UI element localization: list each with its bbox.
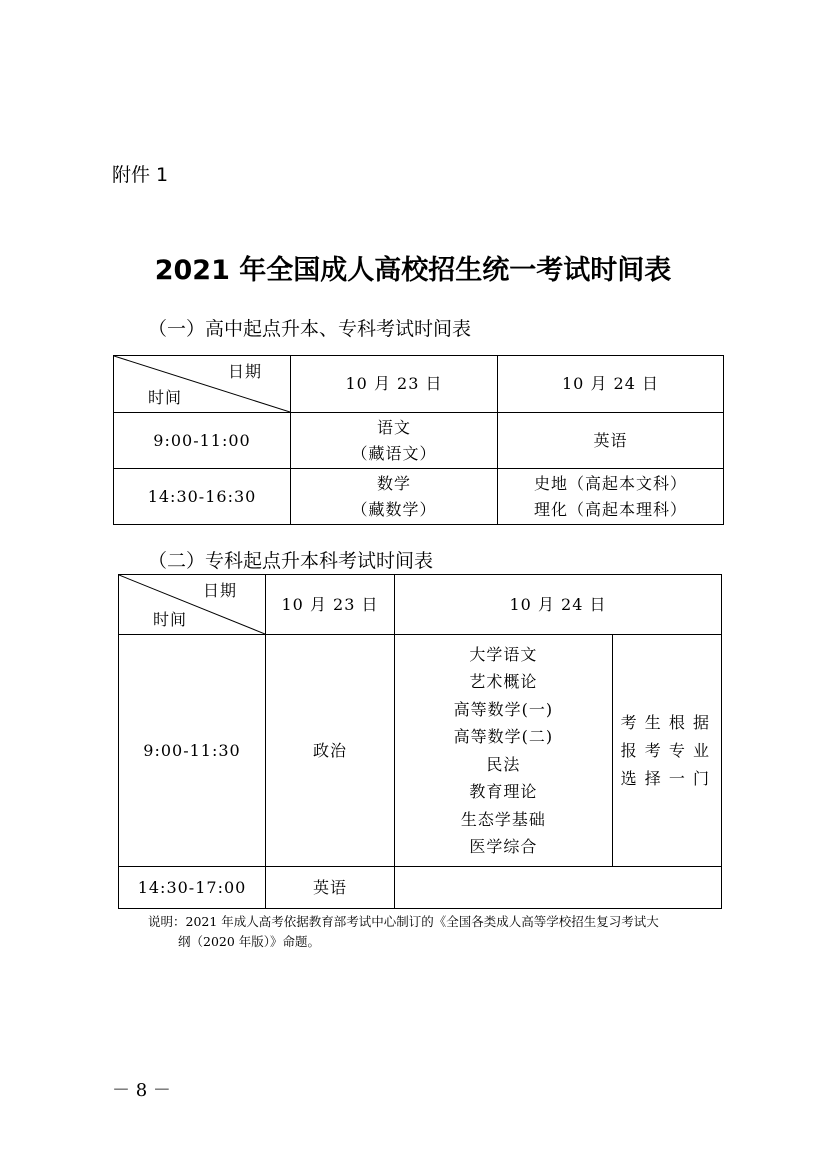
table-row bbox=[114, 413, 724, 469]
subject-list-cell bbox=[395, 635, 613, 867]
subject-cell bbox=[291, 413, 498, 469]
diagonal-line bbox=[119, 575, 265, 634]
footnote bbox=[148, 912, 738, 952]
subject-line: 英语 bbox=[593, 430, 628, 450]
subject-cell: 英语 bbox=[266, 867, 395, 909]
table-row bbox=[119, 635, 722, 867]
header-time-label: 时间 bbox=[153, 610, 188, 629]
time-cell: 9:00-11:00 bbox=[114, 413, 291, 469]
time-cell: 9:00-11:30 bbox=[119, 635, 266, 867]
subject-item: 生态学基础 bbox=[460, 809, 546, 829]
subject-cell: 政治 bbox=[266, 635, 395, 867]
section1-heading: （一）高中起点升本、专科考试时间表 bbox=[148, 318, 472, 340]
diagonal-header-cell bbox=[114, 356, 291, 413]
table-row bbox=[114, 469, 724, 525]
choose-line: 选择一门 bbox=[620, 768, 713, 788]
subject-item: 大学语文 bbox=[469, 644, 538, 664]
subject-line: （藏数学） bbox=[351, 499, 437, 519]
subject-item: 高等数学(二) bbox=[453, 727, 554, 746]
attachment-label: 附件 1 bbox=[112, 164, 169, 186]
subject-item: 艺术概论 bbox=[469, 672, 538, 691]
subject-line: 史地（高起本文科） bbox=[533, 473, 687, 493]
subject-item: 民法 bbox=[486, 754, 521, 774]
diagonal-header-cell bbox=[119, 575, 266, 635]
column-header-oct23: 10 月 23 日 bbox=[266, 575, 395, 635]
subject-line: （藏语文） bbox=[351, 443, 437, 463]
column-header-oct23: 10 月 23 日 bbox=[291, 356, 498, 413]
subject-line: 理化（高起本理科） bbox=[533, 499, 687, 519]
empty-cell bbox=[395, 867, 722, 909]
subject-cell bbox=[498, 469, 724, 525]
table-row bbox=[119, 867, 722, 909]
choose-line: 报考专业 bbox=[620, 740, 713, 760]
subject-cell bbox=[291, 469, 498, 525]
page-number: － 8 － bbox=[112, 1080, 171, 1101]
time-cell: 14:30-16:30 bbox=[114, 469, 291, 525]
subject-item: 教育理论 bbox=[469, 782, 538, 801]
time-cell: 14:30-17:00 bbox=[119, 867, 266, 909]
footnote-line: 说明：2021 年成人高考依据教育部考试中心制订的《全国各类成人高等学校招生复习考试大 bbox=[148, 914, 659, 929]
section2-heading: （二）专科起点升本科考试时间表 bbox=[148, 550, 434, 572]
subject-item: 高等数学(一) bbox=[453, 699, 554, 719]
subject-line: 数学 bbox=[376, 473, 411, 493]
subject-cell bbox=[498, 413, 724, 469]
page-title: 2021 年全国成人高校招生统一考试时间表 bbox=[154, 255, 672, 286]
header-date-label: 日期 bbox=[202, 581, 237, 600]
column-header-oct24: 10 月 24 日 bbox=[395, 575, 722, 635]
choose-note-cell bbox=[612, 635, 721, 867]
choose-line: 考生根据 bbox=[620, 712, 713, 732]
subject-item: 医学综合 bbox=[469, 837, 538, 856]
column-header-oct24: 10 月 24 日 bbox=[498, 356, 724, 413]
footnote-line: 纲（2020 年版）》命题。 bbox=[178, 934, 321, 949]
schedule-table-2 bbox=[118, 574, 722, 909]
header-date-label: 日期 bbox=[227, 362, 262, 381]
header-time-label: 时间 bbox=[148, 388, 183, 407]
schedule-table-1 bbox=[113, 355, 724, 525]
subject-line: 语文 bbox=[376, 417, 411, 437]
diagonal-line bbox=[114, 356, 290, 412]
